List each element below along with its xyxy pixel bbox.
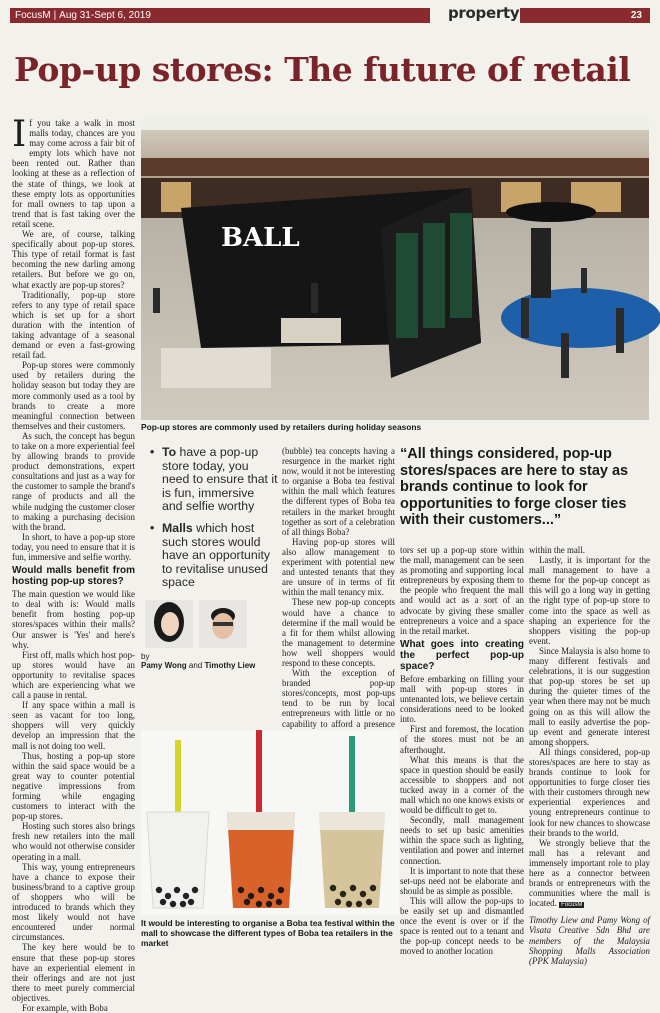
subheading: Would malls benefit from hosting pop-up stores? <box>12 565 135 588</box>
paragraph-text: We strongly believe that the mall has a relevant and immensely important role to play here as a connector between brands or entrepreneurs with the communities where the mall is located. <box>529 837 650 909</box>
article-column-1 <box>12 114 135 1013</box>
paragraph: If any space within a mall is seen as vacant for too long, shoppers will very quickly develop an impression that the mall is not doing too well. <box>12 700 135 751</box>
article-column-4 <box>400 545 524 956</box>
author-photo-timothy <box>199 600 247 648</box>
paragraph: All things considered, pop-up stores/spaces are here to stay as brands continue to look for opportunities to forge closer ties with their customers through new experiential experiences and young entrepreneurs continue to look for new chances to showcase their brands to the world. <box>529 746 651 838</box>
paragraph <box>529 838 650 911</box>
paragraph: Pop-up stores were commonly used by retailers during the holiday season but today they are more commonly used as a tool by brands to create a more meaningful connection between themselves and their customers. <box>12 360 135 431</box>
paragraph <box>12 114 135 229</box>
byline <box>141 652 281 670</box>
paragraph: Lastly, it is important for the mall management to have a theme for the pop-up concept as this will go a long way in getting the right type of pop-up store to come into the space as well as shaping an experience for the shoppers visiting the pop-up event. <box>529 555 650 646</box>
paragraph: Since Malaysia is also home to many different festivals and celebrations, it is our suggestion that pop-up stores be set up during the quieter times of the year when there may not be much going on as this will allow the mall to easily advertise the pop-up event and generate interest among shoppers. <box>529 645 650 747</box>
paragraph: It is important to note that these set-ups need not be elaborate and should be as simple as possible. <box>400 865 524 896</box>
paragraph: In short, to have a pop-up store today, you need to ensure that it is fun, immersive and selfie worthy. <box>12 531 135 563</box>
paragraph: What this means is that the space in question should be easily accessible to shoppers and not tucked away in a corner of the mall which no one knows exists or would be difficult to get to. <box>400 754 524 816</box>
pull-quote: “All things considered, pop-up stores/spaces are here to stay as brands continue to look for opportunities to forge closer ties with their customers...” <box>400 446 629 528</box>
key-point <box>150 446 278 514</box>
key-points <box>150 446 278 598</box>
paragraph: The main question we would like to deal with is: Would malls benefit from hosting pop-up stores/spaces within their malls? Our answer is 'Yes' and here's why. <box>12 589 135 650</box>
paragraph: This way, young entrepreneurs have a chance to expose their business/brand to a captive group of shoppers who will be introduced to brands which they most likely would not have encountered under normal circumstances. <box>12 861 135 943</box>
byline-and: and <box>186 661 205 670</box>
paragraph: For example, with Boba <box>22 1002 108 1013</box>
boba-tea-illustration <box>141 730 399 915</box>
paragraph: These new pop-up concepts would have a chance to determine if the mall would be a fit for them whilst allowing the management to determine how well shoppers would respond to these concepts. <box>282 597 395 668</box>
paragraph: Traditionally, pop-up store refers to any type of retail space which is set up for a short duration with the intention of taking advantage of a seasonal demand or even a fast-growing retail fad. <box>12 289 135 361</box>
subheading: What goes into creating the perfect pop-up space? <box>400 638 524 672</box>
issue-date: Aug 31-Sept 6, 2019 <box>59 10 151 21</box>
boba-tea-photo <box>141 730 399 915</box>
paragraph: With the exception of branded pop-up stores/concepts, most pop-ups tend to be run by local entrepreneurs with little or no capability to afford a presence <box>282 668 395 729</box>
paragraph: This will allow the pop-ups to be easily set up and dismantled once the event is over or if the space is rented out to a tenant and the pop-up concept needs to be moved to another location <box>400 895 524 957</box>
section-label: property <box>448 4 520 22</box>
mall-atrium-illustration <box>141 118 649 420</box>
author-name: Pamy Wong <box>141 661 187 670</box>
paragraph: Thus, hosting a pop-up store within the said space would be a great way to counter potential negative impressions from forming while engaging customers to interact with the pop-up stores. <box>12 750 135 822</box>
key-point-lead: Malls <box>162 520 193 535</box>
bottom-photo-caption: It would be interesting to organise a Boba tea festival within the mall to showcase the different types of Boba tea retailers in the market <box>141 918 395 948</box>
paragraph: We are, of course, talking specifically about pop-up stores. This type of retail format is fast becoming the new darling among retailers. But before we go on, what exactly are pop-up stores? <box>12 229 135 290</box>
top-photo-caption: Pop-up stores are commonly used by retailers during holiday seasons <box>141 422 422 432</box>
paragraph: within the mall. <box>529 545 585 555</box>
key-point <box>150 522 278 590</box>
end-mark: FocusM <box>561 902 583 909</box>
paragraph: Having pop-up stores will also allow management to experiment with potential new and untested tenants that they are unsure of in terms of fit within the mall tenancy mix. <box>282 536 395 598</box>
author-name: Timothy Liew <box>204 661 256 670</box>
paragraph: Before embarking on filling your mall with pop-up stores in untenanted lots, we believe certain considerations need to be looked into. <box>400 673 524 725</box>
paragraph: First and foremost, the location of the stores must not be an afterthought. <box>400 724 524 755</box>
paragraph: Hosting such stores also brings fresh new retailers into the mall who would not otherwise consider operating in a mall. <box>12 821 135 862</box>
key-point-text: have a pop-up store today, you need to ensure that it is fun, immersive and selfie worthy <box>162 445 278 514</box>
article-column-3 <box>282 446 395 759</box>
byline-prefix: by <box>141 652 150 661</box>
paragraph: Secondly, mall management needs to set up basic amenities within the space such as lighting, ventilation and power and internet connection. <box>400 815 524 866</box>
article-column-5 <box>529 545 650 966</box>
key-point-lead: To <box>162 445 177 459</box>
store-sign: BALL <box>221 223 300 253</box>
avatar <box>145 600 193 648</box>
publication-name: FocusM <box>15 10 51 21</box>
pop-up-store-photo <box>141 118 649 420</box>
paragraph: The key here would be to ensure that these pop-up stores have an experiential element in their offerings and are not just there to meet purely commercial objectives. <box>12 942 135 1003</box>
separator: | <box>53 10 57 21</box>
avatar <box>199 600 247 648</box>
author-bio: Timothy Liew and Pamy Wong of Visata Creative Sdn Bhd are members of the Malaysia Shopping Malls Association (PPK Malaysia) <box>529 915 650 966</box>
paragraph: tors set up a pop-up store within the mall, management can be seen as promoting and supporting local entrepreneurs by exposing them to the people who frequent the mall and would act as a sort of an advocate by giving these smaller entrepreneurs a voice and a space in the retail market. <box>400 545 524 636</box>
masthead-bar <box>10 8 430 23</box>
paragraph-text: f you take a walk in most malls today, chances are you may come across a fair bit of empty lots which have not been rented out. Rather than looking at these as a reflection of the state of things, we look at these empty lots as opportunities for mall owners to tap upon a trend that is fast taking over the retail scene. <box>12 118 135 229</box>
key-point-text: which host such stores would have an opportunity to revitalise unused space <box>162 520 271 590</box>
headline: Pop-up stores: The future of retail <box>14 50 631 89</box>
page-number: 23 <box>520 8 650 23</box>
author-photo-pamy <box>145 600 193 648</box>
paragraph: First off, malls which host pop-up stores would have an opportunity to revitalise spaces which are experiencing what we call a pause in rental. <box>12 649 135 701</box>
paragraph: (bubble) tea concepts having a resurgence in the market right now, would it not be interesting to organise a Boba tea festival within the mall which features the different types of Boba tea retailers in the market brought together as sort of a celebration of all things Boba? <box>282 446 395 537</box>
drop-cap: I <box>12 114 27 155</box>
paragraph: As such, the concept has begun to take on a more experiential feel by allowing brands to provide product demonstrations, expert consultations and just as a way for the customer to sample the brand's range of products and all the while nudging the customer closer to making a purchasing decision with the brand. <box>12 430 135 532</box>
